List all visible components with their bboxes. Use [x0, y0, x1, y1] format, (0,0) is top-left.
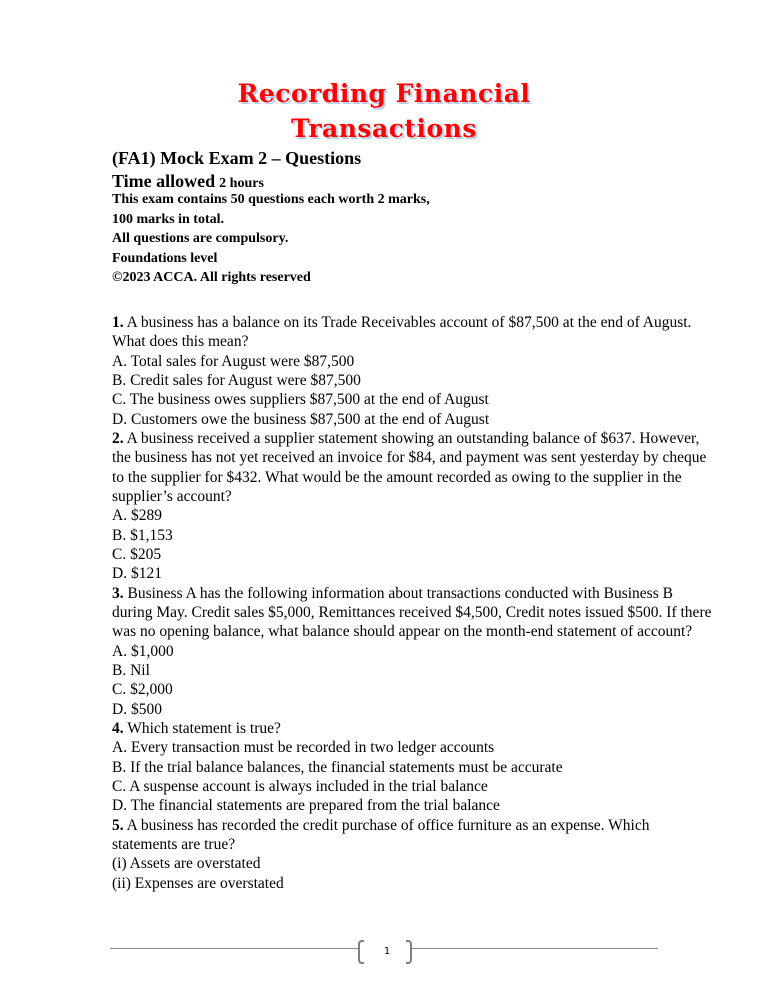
- answer-option: C. The business owes suppliers $87,500 at the end of August: [112, 391, 489, 409]
- question-text-line: [112, 468, 682, 487]
- question-text-line: [112, 448, 707, 467]
- question-text: to the supplier for $432. What would be the amount recorded as owing to the supplier in the: [112, 468, 682, 486]
- title-line-1: Recording Financial: [237, 79, 531, 108]
- answer-option: A. $1,000: [112, 642, 174, 660]
- question-text: during May. Credit sales $5,000, Remittances received $4,500, Credit notes issued $500. If there: [112, 603, 712, 621]
- question-text-line: [112, 603, 712, 622]
- question-text-line: [112, 816, 672, 835]
- question-text-line: [112, 622, 693, 641]
- exam-info: [112, 190, 430, 288]
- info-line: This exam contains 50 questions each worth 2 marks,: [112, 192, 430, 207]
- title-line-2: Transactions: [291, 114, 477, 143]
- question-text: A business has a balance on its Trade Receivables account of $87,500 at the end of August.: [126, 314, 692, 331]
- question-text: A business received a supplier statement showing an outstanding balance of $637. However,: [126, 429, 700, 447]
- answer-option: B. $1,153: [112, 526, 173, 544]
- question-text: Which statement is true?: [127, 719, 281, 737]
- question-5: [112, 816, 672, 893]
- question-4: [112, 719, 672, 816]
- question-text-line: [112, 487, 672, 506]
- question-text-line: [112, 313, 692, 332]
- question-text-line: [112, 835, 672, 854]
- page-number: 1: [383, 946, 391, 957]
- answer-option: A. Every transaction must be recorded in two ledger accounts: [112, 739, 495, 757]
- question-number: 1.: [112, 314, 124, 331]
- answer-option: D. Customers owe the business $87,500 at the end of August: [112, 410, 490, 428]
- answer-option: D. The financial statements are prepared from the trial balance: [112, 797, 500, 815]
- questions-list: [112, 313, 712, 893]
- answer-option: D. $121: [112, 565, 162, 583]
- time-label: Time allowed: [112, 171, 216, 191]
- question-number: 5.: [112, 816, 124, 834]
- answer-option: A. Total sales for August were $87,500: [112, 352, 355, 370]
- time-value: 2 hours: [219, 176, 264, 191]
- info-line: ©2023 ACCA. All rights reserved: [112, 270, 311, 286]
- answer-option: B. Credit sales for August were $87,500: [112, 371, 361, 389]
- exam-title: (FA1) Mock Exam 2 – Questions: [112, 148, 362, 168]
- answer-option: (ii) Expenses are overstated: [112, 874, 284, 892]
- answer-option: B. If the trial balance balances, the financial statements must be accurate: [112, 758, 563, 776]
- question-number: 2.: [112, 429, 124, 447]
- answer-option: D. $500: [112, 700, 162, 718]
- page-footer: [110, 940, 658, 970]
- time-allowed: [112, 171, 264, 192]
- question-2: [112, 429, 707, 584]
- answer-option: C. $2,000: [112, 681, 173, 699]
- info-line: All questions are compulsory.: [112, 231, 289, 247]
- footer-rule-right: [412, 948, 658, 949]
- question-text-line: [112, 332, 672, 351]
- question-text: supplier’s account?: [112, 487, 232, 505]
- question-text: the business has not yet received an invoice for $84, and payment was sent yesterday by cheque: [112, 449, 707, 467]
- question-text: statements are true?: [112, 835, 236, 853]
- answer-option: C. A suspense account is always included in the trial balance: [112, 777, 488, 795]
- question-text: Business A has the following information about transactions conducted with Business B: [127, 584, 673, 602]
- left-bracket-icon: [358, 940, 364, 964]
- footer-rule-left: [110, 948, 358, 949]
- info-line: 100 marks in total.: [112, 211, 224, 227]
- question-text-line: [112, 584, 672, 603]
- question-text: A business has recorded the credit purchase of office furniture as an expense. Which: [126, 816, 650, 834]
- question-text-line: [112, 429, 700, 448]
- question-1: [112, 313, 692, 429]
- question-text: What does this mean?: [112, 333, 249, 351]
- question-text-line: [112, 719, 672, 738]
- answer-option: (i) Assets are overstated: [112, 855, 261, 873]
- answer-option: A. $289: [112, 507, 162, 525]
- answer-option: C. $205: [112, 545, 162, 563]
- document-title: [0, 76, 768, 146]
- answer-option: B. Nil: [112, 661, 150, 679]
- info-line: Foundations level: [112, 250, 218, 266]
- question-text: was no opening balance, what balance should appear on the month-end statement of account?: [112, 623, 693, 641]
- right-bracket-icon: [406, 940, 412, 964]
- question-3: [112, 584, 712, 719]
- question-number: 4.: [112, 719, 124, 737]
- question-number: 3.: [112, 584, 124, 602]
